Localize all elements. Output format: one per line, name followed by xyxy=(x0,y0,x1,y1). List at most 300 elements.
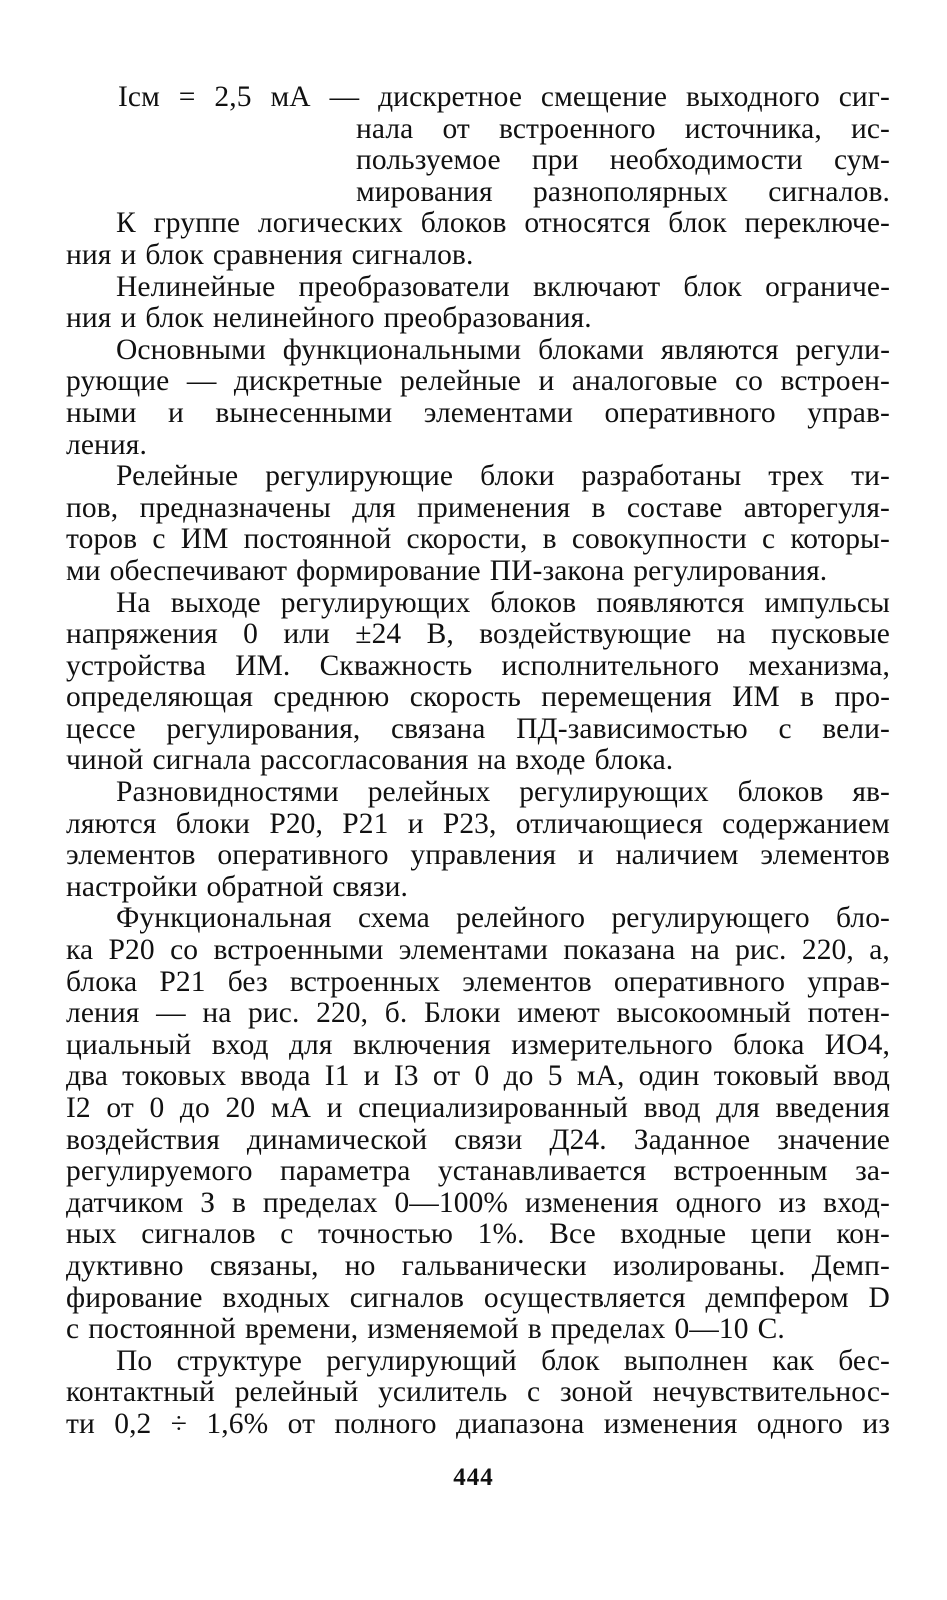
text-line xyxy=(66,1030,890,1062)
word: встроенного xyxy=(499,112,656,145)
word: регулирующих xyxy=(280,586,471,619)
word: устанавливается xyxy=(437,1155,647,1188)
word: I1 xyxy=(324,1060,350,1093)
word: обратной xyxy=(206,870,324,903)
word: элементами xyxy=(423,396,574,429)
word: элементов xyxy=(66,839,196,872)
word: ввода xyxy=(240,1060,311,1093)
text-line xyxy=(66,682,890,714)
word: 0 xyxy=(474,1060,490,1093)
word: включения xyxy=(352,1028,491,1061)
word: ввод xyxy=(833,1060,890,1093)
word: датчиком xyxy=(66,1186,184,1219)
word: показана xyxy=(563,934,676,967)
word: релейного xyxy=(456,902,586,935)
word: ти xyxy=(66,1407,95,1440)
word: аналоговые xyxy=(571,365,718,398)
paragraph-scheme xyxy=(66,903,890,1345)
text-line xyxy=(66,967,890,999)
word: от xyxy=(106,1092,134,1124)
word: и xyxy=(407,807,424,840)
word: По xyxy=(116,1344,153,1377)
word: вход- xyxy=(823,1186,890,1219)
word: смещение xyxy=(540,81,668,113)
text-line xyxy=(66,366,890,398)
word: ±24 xyxy=(355,618,402,651)
word: наличием xyxy=(615,839,739,872)
word: Р21 xyxy=(342,807,389,840)
word: с xyxy=(527,1376,541,1409)
word: без xyxy=(227,965,268,998)
word: преобразования. xyxy=(383,302,592,335)
text-line xyxy=(66,588,890,620)
word: блока xyxy=(66,965,138,998)
word: торов xyxy=(66,523,138,556)
word: со xyxy=(734,365,764,398)
text-line xyxy=(66,240,890,272)
word: формирование xyxy=(296,554,481,587)
word: воздействующие xyxy=(479,618,692,651)
word: для xyxy=(352,491,396,524)
word: циальный xyxy=(66,1028,192,1061)
word: диапазона xyxy=(455,1407,585,1440)
word: регулируемого xyxy=(66,1155,253,1188)
word: как xyxy=(772,1344,814,1377)
paragraph-structure xyxy=(66,1346,890,1441)
word: в xyxy=(591,491,606,524)
word: до xyxy=(503,1060,534,1093)
word: блоки xyxy=(175,807,251,840)
word: гальванически xyxy=(401,1249,587,1282)
word: для xyxy=(288,1028,333,1061)
word: ми xyxy=(66,554,101,587)
word: релейных xyxy=(367,776,491,809)
word: появляются xyxy=(596,586,745,619)
word: с xyxy=(66,1313,80,1346)
word: блок xyxy=(668,207,727,240)
word: = xyxy=(178,81,196,113)
word: усилитель xyxy=(378,1376,508,1409)
word: мА xyxy=(270,1092,311,1124)
word: встроенными xyxy=(213,934,384,967)
word: блок xyxy=(145,302,204,335)
word: от xyxy=(287,1407,316,1440)
word: функциональными xyxy=(282,333,522,366)
text-line xyxy=(66,872,890,904)
text-line xyxy=(66,398,890,430)
word: — xyxy=(329,81,360,113)
word: мирования xyxy=(356,175,493,208)
word: со xyxy=(170,934,199,967)
word: авторегуля- xyxy=(743,491,890,524)
word: 0 xyxy=(243,618,259,651)
word: ных xyxy=(66,1218,117,1251)
word: блок xyxy=(541,1344,600,1377)
word: пределах xyxy=(550,1313,666,1346)
word: элементов xyxy=(462,965,592,998)
word: настройки xyxy=(66,870,198,903)
word: 0—100% xyxy=(394,1186,509,1219)
word: параметра xyxy=(279,1155,411,1188)
word: входные xyxy=(620,1218,727,1251)
word: I2 xyxy=(66,1092,91,1124)
word: вход xyxy=(211,1028,269,1061)
word: рис. xyxy=(248,997,300,1030)
word: оперативного xyxy=(613,965,786,998)
word: и xyxy=(167,396,184,429)
word: блоков xyxy=(420,207,507,240)
word: ляются xyxy=(66,807,157,840)
word: изменяемой xyxy=(367,1313,519,1346)
word: встроенным xyxy=(673,1155,828,1188)
word: сиг- xyxy=(838,81,890,113)
word: сигналов xyxy=(349,1281,465,1314)
page-body xyxy=(66,82,890,1441)
word: ными xyxy=(66,396,137,429)
paragraph-variants xyxy=(66,777,890,903)
word: Разновидностями xyxy=(116,776,339,809)
word: блоков xyxy=(490,586,577,619)
word: регулирующие xyxy=(265,460,454,493)
word: мА xyxy=(270,81,311,113)
word: дискретное xyxy=(378,81,523,113)
word: про- xyxy=(834,681,890,714)
word: отличающиеся xyxy=(515,807,703,840)
word: включают xyxy=(533,270,661,303)
word: регулирующих xyxy=(519,776,709,809)
word: связи. xyxy=(332,870,409,903)
word: Релейные xyxy=(116,460,239,493)
text-line xyxy=(66,556,890,588)
word: Р21 xyxy=(159,965,206,998)
word: за- xyxy=(855,1155,890,1188)
word: релейные xyxy=(400,365,521,398)
word: блок xyxy=(145,238,204,271)
word: напряжения xyxy=(66,618,218,651)
word: управ- xyxy=(807,396,890,429)
word: разработаны xyxy=(581,460,742,493)
word: точностью xyxy=(318,1218,454,1251)
text-line xyxy=(66,335,890,367)
text-line xyxy=(66,903,890,935)
word: и xyxy=(578,839,594,872)
text-line xyxy=(66,430,890,462)
paragraph-output xyxy=(66,588,890,778)
text-line xyxy=(66,651,890,683)
text-line xyxy=(66,1219,890,1251)
word: на xyxy=(690,934,720,967)
word: ис- xyxy=(850,112,890,145)
word: блоки xyxy=(480,460,555,493)
text-line xyxy=(66,1346,890,1378)
word: предназначены xyxy=(139,491,331,524)
word: 0 xyxy=(149,1092,165,1124)
word: от xyxy=(432,1060,461,1093)
word: блока xyxy=(733,1028,805,1061)
definition-line xyxy=(356,145,890,177)
word: чиной xyxy=(66,744,144,777)
word: на xyxy=(202,997,232,1030)
word: связи xyxy=(454,1123,523,1156)
word: бло- xyxy=(836,902,890,935)
text-line xyxy=(66,619,890,651)
word: сигналов. xyxy=(768,175,890,208)
word: сигналов xyxy=(141,1218,256,1251)
word: одного xyxy=(756,1407,843,1440)
word: из xyxy=(862,1407,890,1440)
word: ИМ xyxy=(732,681,780,714)
word: времени, xyxy=(244,1313,359,1346)
word: определяющая xyxy=(66,681,254,714)
word: регулирования, xyxy=(166,712,361,745)
word: сум- xyxy=(834,144,890,177)
definition-block xyxy=(66,82,890,208)
word: механизма, xyxy=(748,649,890,682)
word: регули- xyxy=(795,333,890,366)
word: или xyxy=(283,618,330,651)
word: из xyxy=(778,1186,807,1219)
word: регулирующий xyxy=(326,1344,517,1377)
word: связаны, xyxy=(209,1249,319,1282)
word: выходного xyxy=(685,81,820,113)
word: с xyxy=(778,712,792,745)
word: вынесенными xyxy=(215,396,393,429)
word: в xyxy=(231,1186,246,1219)
word: среднюю xyxy=(273,681,390,714)
word: с xyxy=(152,523,166,556)
word: до xyxy=(179,1092,210,1124)
text-line xyxy=(66,272,890,304)
word: изменения xyxy=(524,1186,659,1219)
word: D xyxy=(868,1281,890,1314)
word: 1,6% xyxy=(206,1407,269,1440)
word: и xyxy=(120,238,137,271)
word: являются xyxy=(660,333,779,366)
word: оперативного xyxy=(217,839,389,872)
word: один xyxy=(638,1060,700,1093)
word: элементов xyxy=(760,839,890,872)
word: преобразователи xyxy=(298,270,510,303)
word: В, xyxy=(426,618,454,651)
word: ИО4, xyxy=(824,1028,890,1061)
text-line xyxy=(66,840,890,872)
word: ИМ xyxy=(180,523,229,556)
word: изолированы. xyxy=(612,1249,786,1282)
text-line xyxy=(66,524,890,556)
word: относятся xyxy=(524,207,651,240)
text-line xyxy=(66,1188,890,1220)
word: цессе xyxy=(66,712,136,745)
word: составе xyxy=(626,491,723,524)
paragraphs xyxy=(66,208,890,1440)
word: входных xyxy=(222,1281,330,1314)
definition-line xyxy=(118,82,890,114)
text-line xyxy=(66,714,890,746)
word: Все xyxy=(549,1218,596,1251)
paragraph-logic-blocks xyxy=(66,208,890,271)
word: ния xyxy=(66,238,112,271)
word: Основными xyxy=(116,333,266,366)
word: значение xyxy=(777,1123,890,1156)
word: воздействия xyxy=(66,1123,220,1156)
word: элементами xyxy=(398,934,549,967)
word: логических xyxy=(257,207,403,240)
word: потен- xyxy=(807,997,890,1030)
word: Демп- xyxy=(811,1249,890,1282)
word: токовых xyxy=(122,1060,227,1093)
word: два xyxy=(66,1060,108,1093)
word: в xyxy=(527,1313,542,1346)
word: и xyxy=(326,1092,343,1124)
text-line xyxy=(66,1283,890,1315)
word: 0—10 xyxy=(674,1313,749,1346)
word: применения xyxy=(417,491,571,524)
text-line xyxy=(66,809,890,841)
word: 2,5 xyxy=(214,81,252,113)
word: трех xyxy=(768,460,825,493)
text-line xyxy=(66,777,890,809)
word: пределах xyxy=(262,1186,378,1219)
word: в xyxy=(542,523,557,556)
word: которы- xyxy=(790,523,890,556)
text-line xyxy=(66,1125,890,1157)
word: ния xyxy=(66,302,112,335)
word: регулирующего xyxy=(611,902,810,935)
word: 1%. xyxy=(477,1218,525,1251)
text-line xyxy=(66,208,890,240)
word: с xyxy=(280,1218,294,1251)
word: нелинейного xyxy=(212,302,375,335)
word: скорость xyxy=(409,681,521,714)
word: регулирования. xyxy=(633,554,828,587)
word: разнополярных xyxy=(532,175,728,208)
word: нечувствительнос- xyxy=(652,1376,890,1409)
word: ограниче- xyxy=(765,270,890,303)
word: ИМ. xyxy=(235,649,291,682)
word: с xyxy=(762,523,776,556)
word: На xyxy=(116,586,151,619)
word: и xyxy=(120,302,137,335)
word: токовый xyxy=(713,1060,819,1093)
word: блоков xyxy=(737,776,824,809)
word: ПИ-закона xyxy=(489,554,625,587)
word: К xyxy=(116,207,136,240)
word: 20 xyxy=(225,1092,256,1124)
word: 5 xyxy=(547,1060,563,1093)
word: дуктивно xyxy=(66,1249,184,1282)
word: — xyxy=(186,365,217,398)
word: измерительного xyxy=(511,1028,713,1061)
word: динамической xyxy=(246,1123,428,1156)
word: связана xyxy=(390,712,486,745)
word: 220, xyxy=(801,934,854,967)
word: на xyxy=(716,618,746,651)
word: схема xyxy=(357,902,430,935)
word: З xyxy=(200,1186,216,1219)
word: содержанием xyxy=(722,807,890,840)
text-line xyxy=(66,1156,890,1188)
word: Функциональная xyxy=(116,902,332,935)
word: пользуемое xyxy=(356,144,501,177)
paragraph-functional xyxy=(66,335,890,461)
word: Заданное xyxy=(633,1123,751,1156)
word: С. xyxy=(757,1313,785,1346)
word: входе xyxy=(515,744,586,777)
word: цепи xyxy=(750,1218,812,1251)
word: имеют xyxy=(517,997,600,1030)
word: ти- xyxy=(851,460,890,493)
text-line xyxy=(66,935,890,967)
word: Iсм xyxy=(118,81,160,113)
word: встроен- xyxy=(780,365,890,398)
word: контактный xyxy=(66,1376,215,1409)
word: встроенных xyxy=(289,965,441,998)
word: пов, xyxy=(66,491,119,524)
word: структуре xyxy=(176,1344,302,1377)
word: импульсы xyxy=(764,586,890,619)
word: кон- xyxy=(836,1218,890,1251)
word: перемещения xyxy=(541,681,712,714)
word: бес- xyxy=(838,1344,890,1377)
definition-line xyxy=(356,177,890,209)
word: Р20, xyxy=(269,807,323,840)
word: 0,2 xyxy=(114,1407,152,1440)
word: группе xyxy=(153,207,241,240)
word: ка xyxy=(66,934,94,967)
text-line xyxy=(66,1093,890,1125)
word: введения xyxy=(775,1092,890,1124)
word: сигналов. xyxy=(351,238,474,271)
word: блоками xyxy=(538,333,644,366)
word: ления xyxy=(66,997,140,1030)
word: блока. xyxy=(594,744,674,777)
word: Блоки xyxy=(423,997,501,1030)
word: сравнения xyxy=(212,238,343,271)
word: б. xyxy=(384,997,408,1030)
word: сигнала xyxy=(152,744,252,777)
word: в xyxy=(800,681,815,714)
word: оперативного xyxy=(604,396,776,429)
word: и xyxy=(538,365,555,398)
text-line xyxy=(66,998,890,1030)
word: скорости, xyxy=(406,523,528,556)
word: дискретные xyxy=(233,365,383,398)
word: выполнен xyxy=(623,1344,748,1377)
text-line xyxy=(66,493,890,525)
word: выходе xyxy=(170,586,261,619)
word: ввод xyxy=(643,1092,701,1124)
word: Д24. xyxy=(549,1123,607,1156)
word: ления. xyxy=(66,428,147,461)
word: изменения xyxy=(603,1407,738,1440)
word: одного xyxy=(675,1186,762,1219)
word: переключе- xyxy=(744,207,890,240)
word: мА, xyxy=(576,1060,625,1093)
text-line xyxy=(66,1314,890,1346)
text-line xyxy=(66,1061,890,1093)
word: для xyxy=(716,1092,760,1124)
word: источника, xyxy=(684,112,822,145)
word: блок xyxy=(683,270,742,303)
word: рассогласования xyxy=(260,744,469,777)
word: постоянной xyxy=(243,523,392,556)
word: релейный xyxy=(234,1376,359,1409)
text-line xyxy=(66,1251,890,1283)
word: фирование xyxy=(66,1281,203,1314)
word: Нелинейные xyxy=(116,270,276,303)
word: 220, xyxy=(316,997,369,1030)
word: совокупности xyxy=(571,523,747,556)
